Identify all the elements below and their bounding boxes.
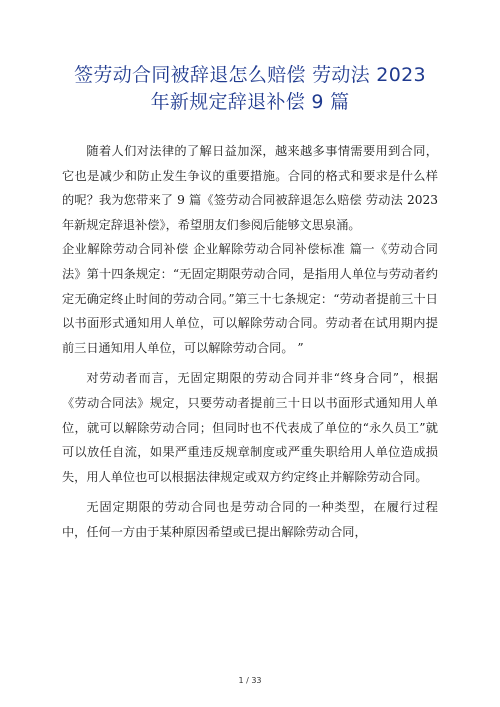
document-title — [40, 62, 460, 116]
paragraph-intro: 随着人们对法律的了解日益加深，越来越多事情需要用到合同，它也是减少和防止发生争议的重要措施。合同的格式和要求是什么样的呢？我为您带来了 9 篇《签劳动合同被辞退怎么赔偿 劳动法 2023 年新规定辞退补偿》，希望朋友们参阅后能够文思泉涌。 — [62, 144, 438, 232]
paragraph-section-heading: 企业解除劳动合同补偿 企业解除劳动合同补偿标准 篇一《劳动合同法》第十四条规定：“无固定期限劳动合同，是指用人单位与劳动者约定无确定终止时间的劳动合同。”第三十七条规定：“劳动者提前三十日以书面形式通知用人单位，可以解除劳动合同。劳动者在试用期内提前三日通知用人单位，可以解除劳动合同。 ” — [62, 242, 438, 355]
title-line-1: 签劳动合同被辞退怎么赔偿 劳动法 2023 — [74, 64, 426, 86]
document-body — [62, 139, 438, 545]
page-number: 1 / 33 — [238, 676, 262, 685]
title-line-2: 年新规定辞退补偿 9 篇 — [150, 91, 350, 113]
paragraph-body: 对劳动者而言，无固定期限的劳动合同并非“终身合同”，根据《劳动合同法》规定，只要劳动者提前三十日以书面形式通知用人单位，就可以解除劳动合同；但同时也不代表成了单位的“永久员工”就可以放任自流，如果严重违反规章制度或严重失职给用人单位造成损失，用人单位也可以根据法律规定或双方约定终止并解除劳动合同。 — [62, 371, 438, 484]
paragraph-body: 无固定期限的劳动合同也是劳动合同的一种类型，在履行过程中，任何一方由于某种原因希望或已提出解除劳动合同， — [62, 500, 438, 539]
